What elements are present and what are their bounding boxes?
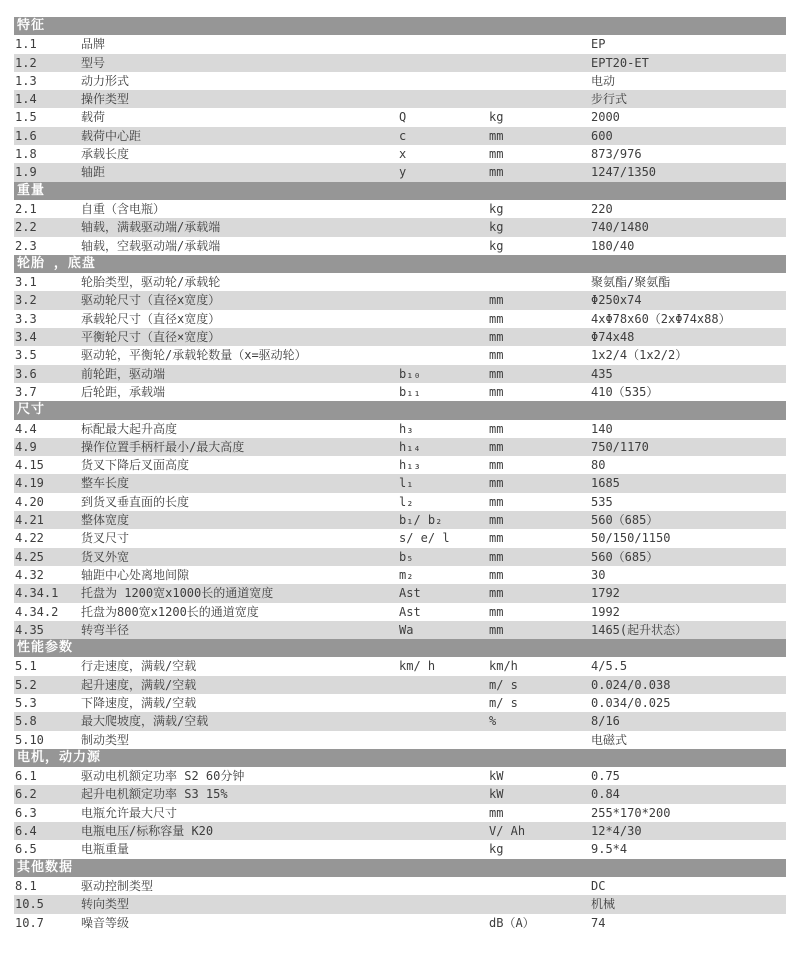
row-symbol: b₁₀: [399, 366, 421, 381]
row-symbol: km/ h: [399, 659, 436, 674]
row-symbol: [399, 712, 489, 730]
row-symbol: [399, 35, 489, 53]
row-value: 8/16: [591, 714, 620, 729]
row-number: 1.8: [15, 147, 37, 162]
table-row: [14, 822, 786, 840]
row-value: 电磁式: [591, 732, 628, 747]
table-row: [14, 785, 786, 803]
table-row: [14, 310, 786, 328]
table-row: [14, 163, 786, 181]
row-value: 聚氨酯/聚氨酯: [591, 275, 671, 290]
row-symbol: h₁₃: [399, 458, 421, 473]
row-symbol: [399, 914, 489, 932]
table-row: [14, 566, 786, 584]
row-value: 9.5*4: [591, 842, 628, 857]
row-symbol: l₂: [399, 494, 414, 509]
row-description: 整车长度: [81, 476, 130, 491]
row-value: 1992: [591, 604, 620, 619]
row-value: 560（685）: [591, 513, 659, 528]
row-number: 10.7: [15, 915, 44, 930]
table-row: [14, 529, 786, 547]
row-value: 0.75: [591, 769, 620, 784]
row-description: 最大爬坡度，满载/空载: [81, 714, 209, 729]
row-value: 电动: [591, 73, 616, 88]
row-number: 1.1: [15, 37, 37, 52]
row-unit: mm: [489, 311, 504, 326]
row-number: 4.34.2: [15, 604, 59, 619]
row-value: 535: [591, 494, 613, 509]
row-description: 标配最大起升高度: [81, 421, 178, 436]
row-unit: [489, 877, 591, 895]
row-description: 托盘为800宽x1200长的通道宽度: [81, 604, 259, 619]
row-value: 750/1170: [591, 439, 649, 454]
row-number: 1.5: [15, 110, 37, 125]
row-symbol: [399, 218, 489, 236]
row-symbol: x: [399, 147, 407, 162]
row-number: 1.2: [15, 55, 37, 70]
row-symbol: [399, 840, 489, 858]
row-number: 3.4: [15, 330, 37, 345]
table-row: [14, 676, 786, 694]
row-number: 2.1: [15, 201, 37, 216]
row-description: 驱动轮，平衡轮/承载轮数量（x=驱动轮）: [81, 348, 307, 363]
row-number: 4.22: [15, 531, 44, 546]
row-unit: kg: [489, 220, 504, 235]
row-value: 1685: [591, 476, 620, 491]
row-symbol: [399, 328, 489, 346]
row-unit: kg: [489, 110, 504, 125]
table-row: [14, 438, 786, 456]
row-description: 起升速度，满载/空载: [81, 677, 197, 692]
row-unit: mm: [489, 348, 504, 363]
row-description: 后轮距，承载端: [81, 384, 166, 399]
row-description: 起升电机额定功率 S3 15%: [81, 787, 228, 802]
row-number: 6.2: [15, 787, 37, 802]
row-number: 4.34.1: [15, 586, 59, 601]
table-row: [14, 584, 786, 602]
table-row: [14, 877, 786, 895]
row-symbol: h₃: [399, 421, 414, 436]
row-unit: mm: [489, 476, 504, 491]
row-number: 10.5: [15, 897, 44, 912]
row-value: 220: [591, 201, 613, 216]
row-number: 3.2: [15, 293, 37, 308]
row-description: 电瓶允许最大尺寸: [81, 805, 178, 820]
row-number: 5.1: [15, 659, 37, 674]
row-unit: mm: [489, 604, 504, 619]
table-row: [14, 54, 786, 72]
row-description: 品牌: [81, 37, 106, 52]
row-unit: mm: [489, 805, 504, 820]
row-symbol: l₁: [399, 476, 414, 491]
row-description: 托盘为 1200宽x1000长的通道宽度: [81, 586, 274, 601]
table-row: [14, 603, 786, 621]
row-description: 货叉下降后叉面高度: [81, 458, 190, 473]
table-row: [14, 90, 786, 108]
row-value: DC: [591, 878, 606, 893]
section-header: 性能参数: [14, 639, 786, 657]
row-value: 80: [591, 458, 606, 473]
row-symbol: [399, 767, 489, 785]
row-number: 5.10: [15, 732, 44, 747]
row-value: Φ250x74: [591, 293, 642, 308]
row-description: 电瓶电压/标称容量 K20: [81, 824, 214, 839]
row-number: 1.9: [15, 165, 37, 180]
row-number: 8.1: [15, 878, 37, 893]
row-unit: [489, 72, 591, 90]
row-description: 轴载，空载驱动端/承载端: [81, 238, 221, 253]
row-value: 1247/1350: [591, 165, 657, 180]
row-number: 5.8: [15, 714, 37, 729]
section-header: 电机，动力源: [14, 749, 786, 767]
table-row: [14, 108, 786, 126]
row-symbol: h₁₄: [399, 439, 421, 454]
table-row: [14, 914, 786, 932]
table-row: [14, 511, 786, 529]
row-unit: [489, 90, 591, 108]
row-unit: km/h: [489, 659, 518, 674]
row-symbol: b₁₁: [399, 384, 421, 399]
row-unit: mm: [489, 330, 504, 345]
row-value: 4/5.5: [591, 659, 628, 674]
table-row: [14, 365, 786, 383]
row-symbol: b₁/ b₂: [399, 513, 443, 528]
row-value: 0.84: [591, 787, 620, 802]
row-number: 4.4: [15, 421, 37, 436]
row-value: EP: [591, 37, 606, 52]
row-description: 轴载，满载驱动端/承载端: [81, 220, 221, 235]
row-value: 140: [591, 421, 613, 436]
row-symbol: [399, 90, 489, 108]
row-symbol: Q: [399, 110, 407, 125]
row-description: 型号: [81, 55, 106, 70]
row-symbol: Ast: [399, 586, 421, 601]
row-symbol: [399, 72, 489, 90]
row-value: 步行式: [591, 92, 628, 107]
row-description: 驱动轮尺寸（直径x宽度）: [81, 293, 221, 308]
row-value: 74: [591, 915, 606, 930]
row-number: 3.7: [15, 384, 37, 399]
row-value: 0.024/0.038: [591, 677, 671, 692]
table-row: [14, 840, 786, 858]
row-number: 3.3: [15, 311, 37, 326]
row-value: 0.034/0.025: [591, 695, 671, 710]
row-symbol: [399, 822, 489, 840]
row-unit: mm: [489, 439, 504, 454]
row-value: 30: [591, 567, 606, 582]
row-unit: mm: [489, 622, 504, 637]
row-symbol: [399, 310, 489, 328]
row-unit: mm: [489, 366, 504, 381]
section-header: 重量: [14, 182, 786, 200]
row-value: 1465(起升状态）: [591, 622, 688, 637]
section-header: 特征: [14, 17, 786, 35]
row-number: 2.3: [15, 238, 37, 253]
row-value: 435: [591, 366, 613, 381]
table-row: [14, 548, 786, 566]
row-description: 制动类型: [81, 732, 130, 747]
row-unit: [489, 731, 591, 749]
row-unit: mm: [489, 458, 504, 473]
row-symbol: c: [399, 128, 407, 143]
row-unit: [489, 273, 591, 291]
row-symbol: [399, 346, 489, 364]
row-unit: V/ Ah: [489, 824, 526, 839]
row-unit: [489, 895, 591, 913]
row-number: 6.5: [15, 842, 37, 857]
row-number: 6.4: [15, 824, 37, 839]
table-row: [14, 346, 786, 364]
row-description: 平衡轮尺寸（直径×宽度）: [81, 330, 221, 345]
row-unit: [489, 54, 591, 72]
row-unit: mm: [489, 165, 504, 180]
row-number: 4.21: [15, 513, 44, 528]
row-description: 载荷中心距: [81, 128, 142, 143]
row-description: 转弯半径: [81, 622, 130, 637]
table-row: [14, 767, 786, 785]
row-description: 承载长度: [81, 147, 130, 162]
row-value: Φ74x48: [591, 330, 635, 345]
table-row: [14, 72, 786, 90]
row-unit: dB（A）: [489, 915, 535, 930]
row-number: 4.25: [15, 549, 44, 564]
row-description: 轮胎类型，驱动轮/承载轮: [81, 275, 221, 290]
row-number: 6.1: [15, 769, 37, 784]
row-value: 机械: [591, 897, 616, 912]
row-description: 到货叉垂直面的长度: [81, 494, 190, 509]
row-description: 驱动控制类型: [81, 878, 154, 893]
row-description: 整体宽度: [81, 513, 130, 528]
row-number: 4.35: [15, 622, 44, 637]
section-header: 尺寸: [14, 401, 786, 419]
row-description: 电瓶重量: [81, 842, 130, 857]
row-symbol: [399, 54, 489, 72]
row-unit: mm: [489, 421, 504, 436]
row-unit: kg: [489, 201, 504, 216]
row-unit: mm: [489, 567, 504, 582]
row-unit: mm: [489, 384, 504, 399]
row-value: 740/1480: [591, 220, 649, 235]
row-symbol: [399, 731, 489, 749]
row-value: 560（685）: [591, 549, 659, 564]
row-number: 5.3: [15, 695, 37, 710]
row-symbol: Wa: [399, 622, 414, 637]
row-value: 2000: [591, 110, 620, 125]
table-row: [14, 273, 786, 291]
table-row: [14, 145, 786, 163]
table-row: [14, 621, 786, 639]
row-symbol: y: [399, 165, 407, 180]
table-row: [14, 694, 786, 712]
row-number: 1.6: [15, 128, 37, 143]
row-unit: %: [489, 714, 497, 729]
row-value: 255*170*200: [591, 805, 671, 820]
table-row: [14, 35, 786, 53]
row-description: 货叉外宽: [81, 549, 130, 564]
row-number: 1.4: [15, 92, 37, 107]
row-unit: [489, 35, 591, 53]
row-symbol: s/ e/ l: [399, 531, 450, 546]
row-value: 600: [591, 128, 613, 143]
row-description: 操作类型: [81, 92, 130, 107]
row-value: 873/976: [591, 147, 642, 162]
table-row: [14, 383, 786, 401]
row-value: EPT20-ET: [591, 55, 649, 70]
row-unit: mm: [489, 147, 504, 162]
row-value: 4xΦ78x60（2xΦ74x88）: [591, 311, 731, 326]
row-symbol: [399, 200, 489, 218]
row-description: 驱动电机额定功率 S2 60分钟: [81, 769, 245, 784]
row-unit: mm: [489, 128, 504, 143]
row-symbol: [399, 804, 489, 822]
row-unit: mm: [489, 531, 504, 546]
row-unit: mm: [489, 494, 504, 509]
table-row: [14, 731, 786, 749]
row-number: 1.3: [15, 73, 37, 88]
row-number: 3.5: [15, 348, 37, 363]
table-row: [14, 237, 786, 255]
table-row: [14, 657, 786, 675]
row-unit: mm: [489, 293, 504, 308]
table-row: [14, 804, 786, 822]
row-unit: kW: [489, 769, 504, 784]
row-value: 12*4/30: [591, 824, 642, 839]
row-description: 承载轮尺寸（直径x宽度）: [81, 311, 221, 326]
row-number: 3.6: [15, 366, 37, 381]
row-description: 前轮距，驱动端: [81, 366, 166, 381]
row-symbol: [399, 895, 489, 913]
table-row: [14, 474, 786, 492]
row-symbol: m₂: [399, 567, 414, 582]
row-symbol: [399, 694, 489, 712]
row-unit: kg: [489, 238, 504, 253]
table-row: [14, 218, 786, 236]
row-description: 转向类型: [81, 897, 130, 912]
row-value: 1792: [591, 586, 620, 601]
row-description: 货叉尺寸: [81, 531, 130, 546]
row-value: 180/40: [591, 238, 635, 253]
row-description: 轴距中心处离地间隙: [81, 567, 190, 582]
row-value: 410（535）: [591, 384, 659, 399]
row-symbol: [399, 676, 489, 694]
row-number: 4.20: [15, 494, 44, 509]
row-symbol: Ast: [399, 604, 421, 619]
table-row: [14, 291, 786, 309]
row-symbol: [399, 291, 489, 309]
row-number: 2.2: [15, 220, 37, 235]
row-unit: m/ s: [489, 695, 518, 710]
row-unit: mm: [489, 513, 504, 528]
row-symbol: [399, 877, 489, 895]
table-row: [14, 493, 786, 511]
row-description: 动力形式: [81, 73, 130, 88]
table-row: [14, 712, 786, 730]
row-value: 1x2/4（1x2/2）: [591, 348, 688, 363]
row-description: 下降速度，满载/空载: [81, 695, 197, 710]
row-description: 行走速度，满载/空载: [81, 659, 197, 674]
table-row: [14, 420, 786, 438]
table-row: [14, 200, 786, 218]
row-description: 自重（含电瓶）: [81, 201, 166, 216]
table-row: [14, 456, 786, 474]
row-number: 4.32: [15, 567, 44, 582]
table-row: [14, 328, 786, 346]
row-number: 4.19: [15, 476, 44, 491]
row-number: 6.3: [15, 805, 37, 820]
section-header: 其他数据: [14, 859, 786, 877]
row-unit: kW: [489, 787, 504, 802]
row-unit: kg: [489, 842, 504, 857]
row-number: 5.2: [15, 677, 37, 692]
row-number: 3.1: [15, 275, 37, 290]
row-symbol: [399, 785, 489, 803]
row-symbol: [399, 273, 489, 291]
row-description: 轴距: [81, 165, 106, 180]
row-unit: mm: [489, 586, 504, 601]
row-number: 4.15: [15, 458, 44, 473]
section-header: 轮胎 ，底盘: [14, 255, 786, 273]
row-number: 4.9: [15, 439, 37, 454]
row-value: 50/150/1150: [591, 531, 671, 546]
table-row: [14, 127, 786, 145]
table-row: [14, 895, 786, 913]
row-description: 载荷: [81, 110, 106, 125]
spec-table: [14, 17, 786, 932]
row-unit: m/ s: [489, 677, 518, 692]
row-symbol: [399, 237, 489, 255]
row-symbol: b₅: [399, 549, 414, 564]
row-unit: mm: [489, 549, 504, 564]
row-description: 噪音等级: [81, 915, 130, 930]
row-description: 操作位置手柄杆最小/最大高度: [81, 439, 245, 454]
